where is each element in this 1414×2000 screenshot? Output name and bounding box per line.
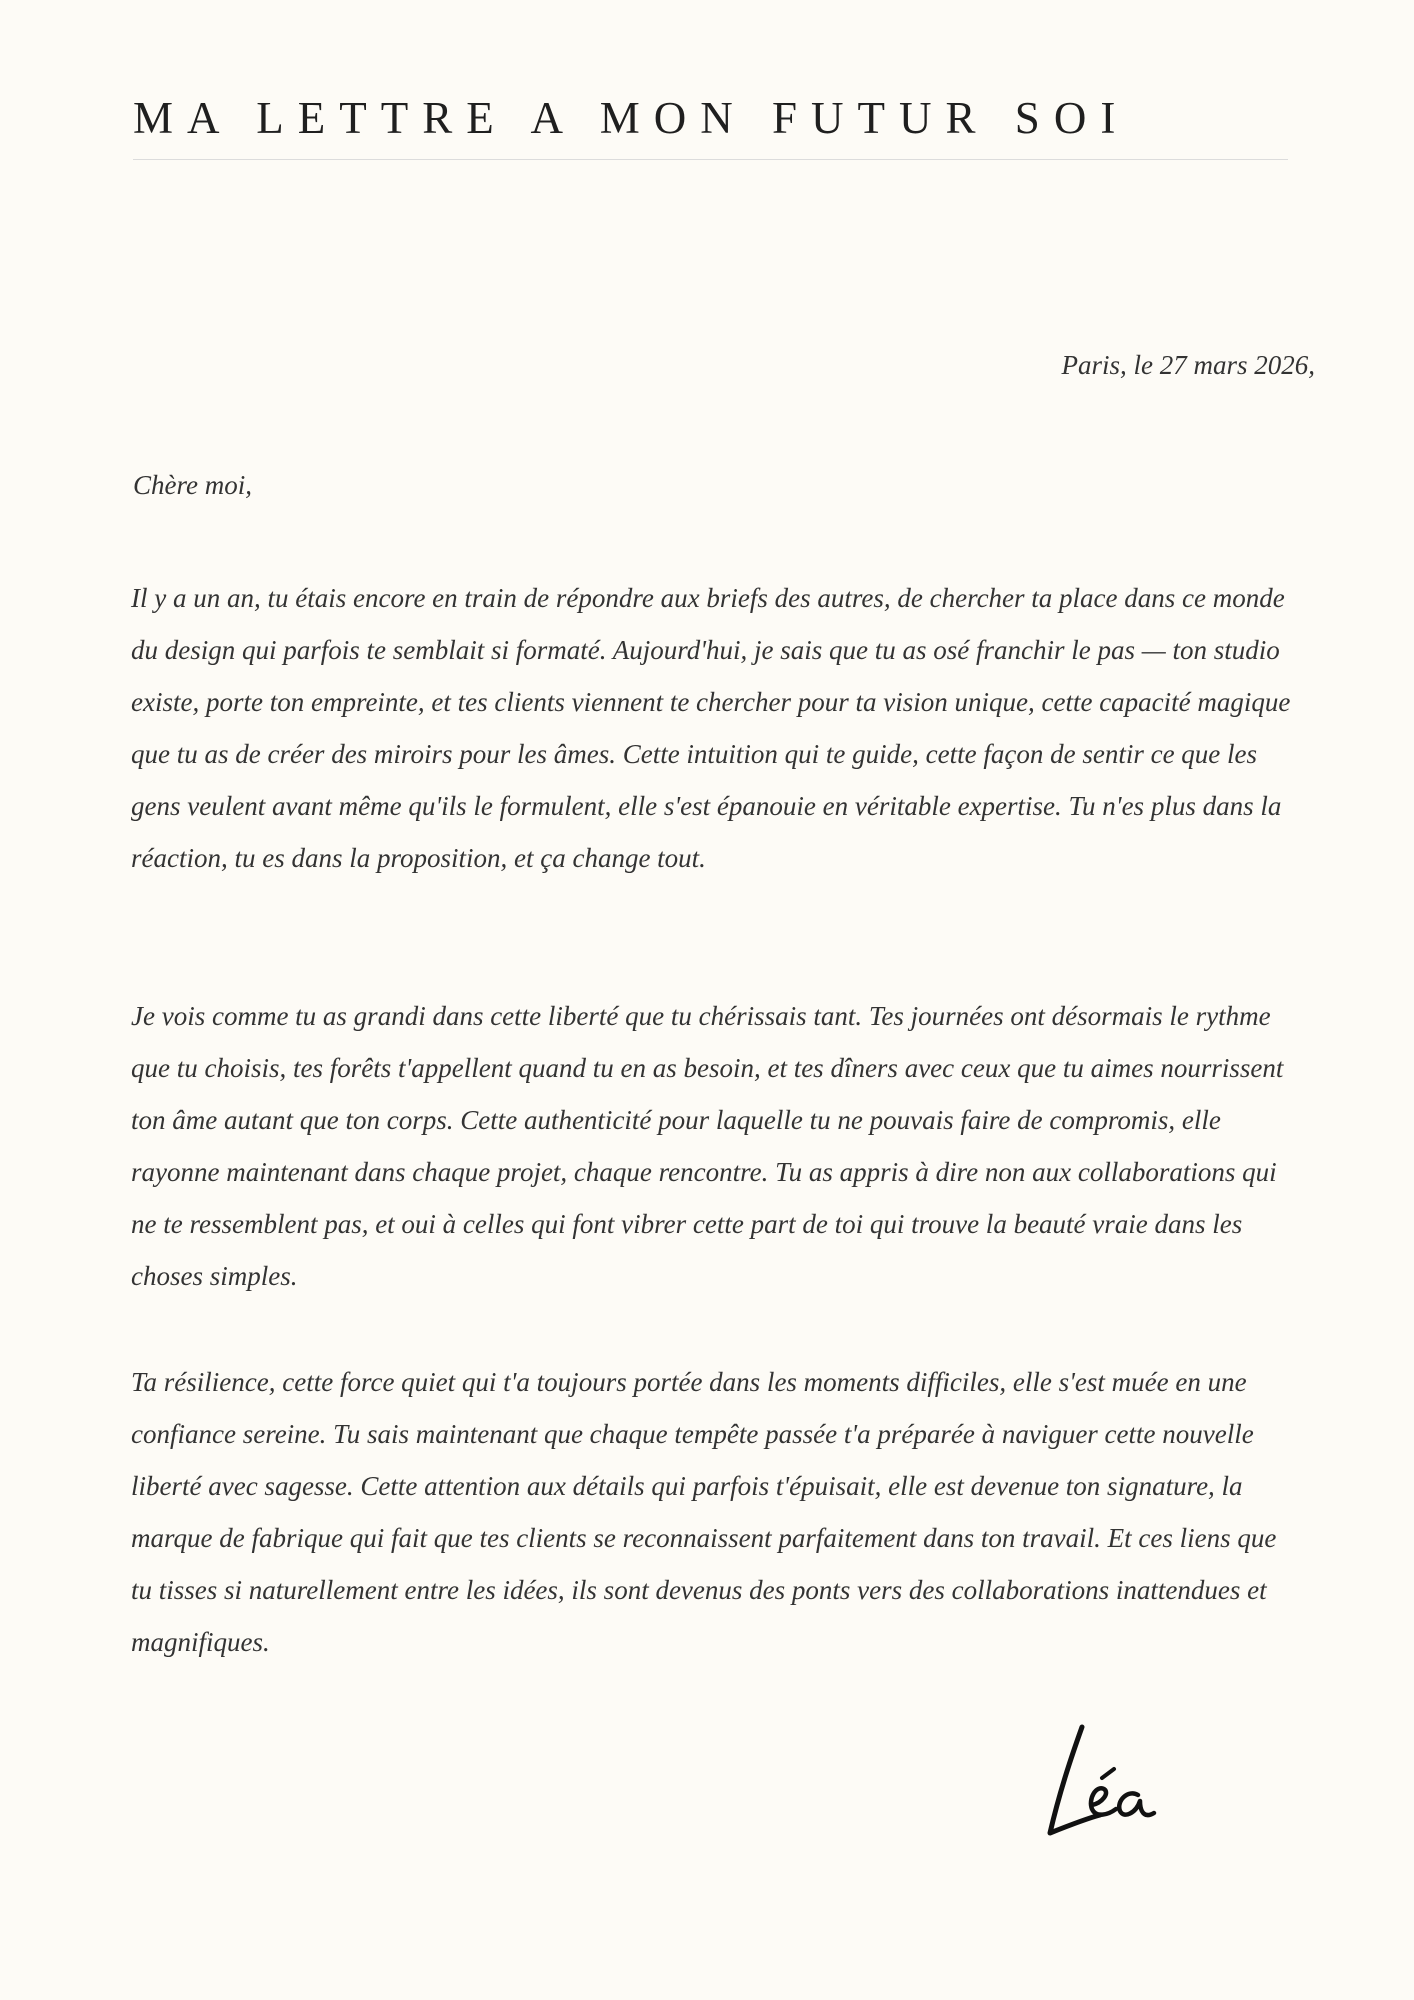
letter-title: MA LETTRE A MON FUTUR SOI bbox=[133, 93, 1130, 143]
letter-date: Paris, le 27 mars 2026, bbox=[1061, 350, 1315, 380]
paragraph-2: Je vois comme tu as grandi dans cette liberté que tu chérissais tant. Tes journées ont désormais le rythme que tu choisis, tes forêts t'appellent quand tu en as besoin, et tes dîners avec ceux que tu aimes nourrissent ton âme autant que ton corps. Cette authenticité pour laquelle tu ne pouvais faire de compromis, elle rayonne maintenant dans chaque projet, chaque rencontre. Tu as appris à dire non aux collaborations qui ne te ressemblent pas, et oui à celles qui font vibrer cette part de toi qui trouve la beauté vraie dans les choses simples. bbox=[131, 1001, 1284, 1291]
paragraph-1: Il y a un an, tu étais encore en train de répondre aux briefs des autres, de chercher ta place dans ce monde du design qui parfois te semblait si formaté. Aujourd'hui, je sais que tu as osé franchir le pas — ton studio existe, porte ton empreinte, et tes clients viennent te chercher pour ta vision unique, cette capacité magique que tu as de créer des miroirs pour les âmes. Cette intuition qui te guide, cette façon de sentir ce que les gens veulent avant même qu'ils le formulent, elle s'est épanouie en véritable expertise. Tu n'es plus dans la réaction, tu es dans la proposition, et ça change tout. bbox=[131, 583, 1291, 873]
handwritten-signature bbox=[1020, 1715, 1190, 1855]
paragraph-3: Ta résilience, cette force quiet qui t'a toujours portée dans les moments difficiles, elle s'est muée en une confiance sereine. Tu sais maintenant que chaque tempête passée t'a préparée à naviguer cette nouvelle liberté avec sagesse. Cette attention aux détails qui parfois t'épuisait, elle est devenue ton signature, la marque de fabrique qui fait que tes clients se reconnaissent parfaitement dans ton travail. Et ces liens que tu tisses si naturellement entre les idées, ils sont devenus des ponts vers des collaborations inattendues et magnifiques. bbox=[131, 1367, 1277, 1657]
salutation: Chère moi, bbox=[133, 470, 252, 500]
title-divider bbox=[133, 159, 1288, 160]
